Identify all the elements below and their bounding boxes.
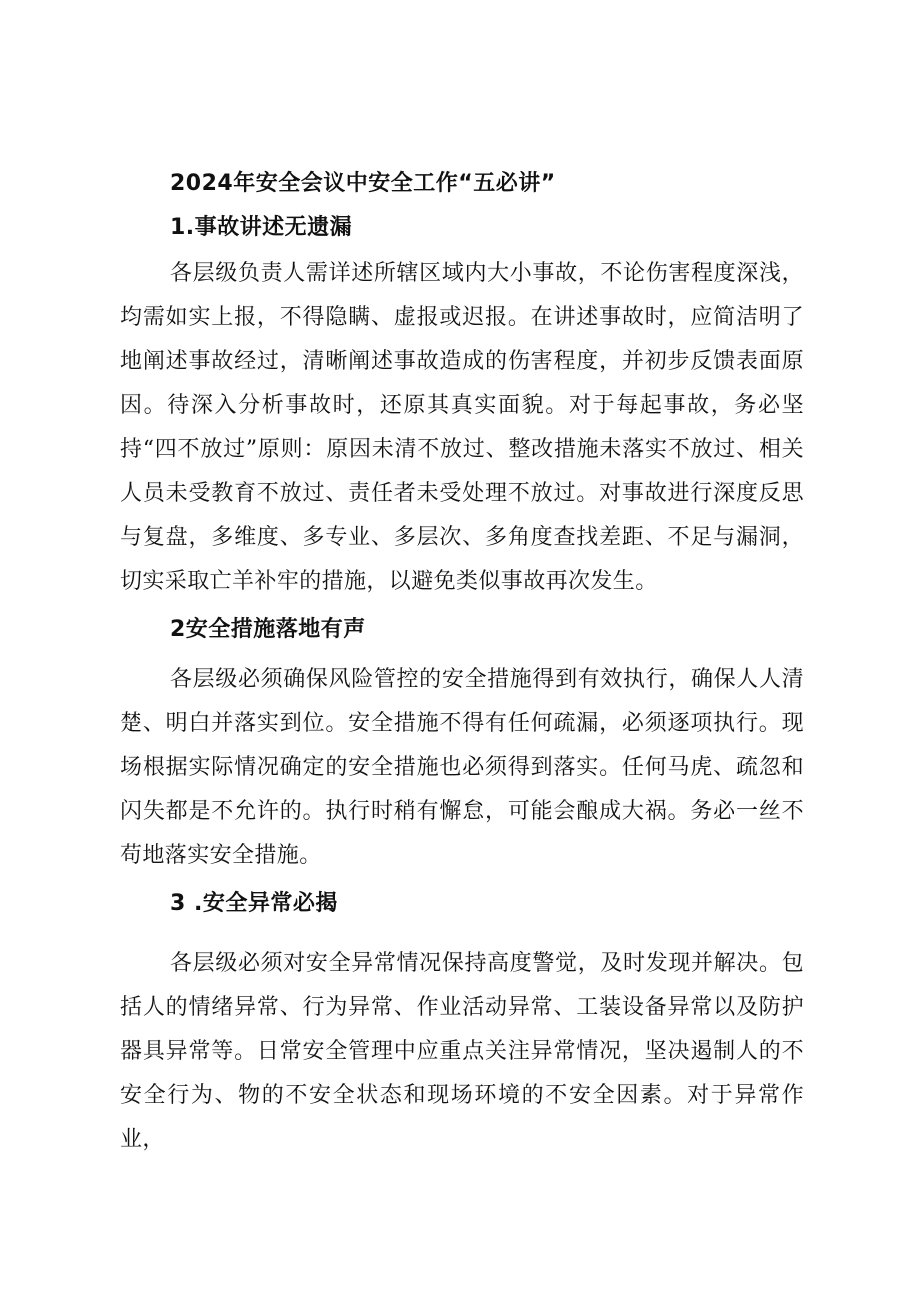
- section-paragraph-safety-anomalies: 各层级必须对安全异常情况保持高度警觉，及时发现并解决。包括人的情绪异常、行为异常、作业活动异常、工装设备异常以及防护器具异常等。日常安全管理中应重点关注异常情况，坚决遏制人的不安全行为、物的不安全状态和现场环境的不安全因素。对于异常作业，: [120, 951, 804, 1152]
- document-title: 2024年安全会议中安全工作“五必讲”: [170, 171, 556, 196]
- section-paragraph-safety-measures: 各层级必须确保风险管控的安全措施得到有效执行，确保人人清楚、明白并落实到位。安全措施不得有任何疏漏，必须逐项执行。现场根据实际情况确定的安全措施也必须得到落实。任何马虎、疏忽和闪失都是不允许的。执行时稍有懈怠，可能会酿成大祸。务必一丝不苟地落实安全措施。: [120, 667, 804, 868]
- document-body: [120, 168, 804, 1172]
- section-heading-safety-measures: 2安全措施落地有声: [170, 617, 366, 642]
- section-heading-safety-anomalies: 3 .安全异常必揭: [170, 891, 338, 916]
- section-paragraph-accident-report: 各层级负责人需详述所辖区域内大小事故，不论伤害程度深浅，均需如实上报，不得隐瞒、虚报或迟报。在讲述事故时，应简洁明了地阐述事故经过，清晰阐述事故造成的伤害程度，并初步反馈表面原因。待深入分析事故时，还原其真实面貌。对于每起事故，务必坚持“四不放过”原则：原因未清不放过、整改措施未落实不放过、相关人员未受教育不放过、责任者未受处理不放过。对事故进行深度反思与复盘，多维度、多专业、多层次、多角度查找差距、不足与漏洞，切实采取亡羊补牢的措施，以避免类似事故再次发生。: [120, 261, 804, 594]
- section-heading-accident-report: 1.事故讲述无遗漏: [170, 215, 353, 240]
